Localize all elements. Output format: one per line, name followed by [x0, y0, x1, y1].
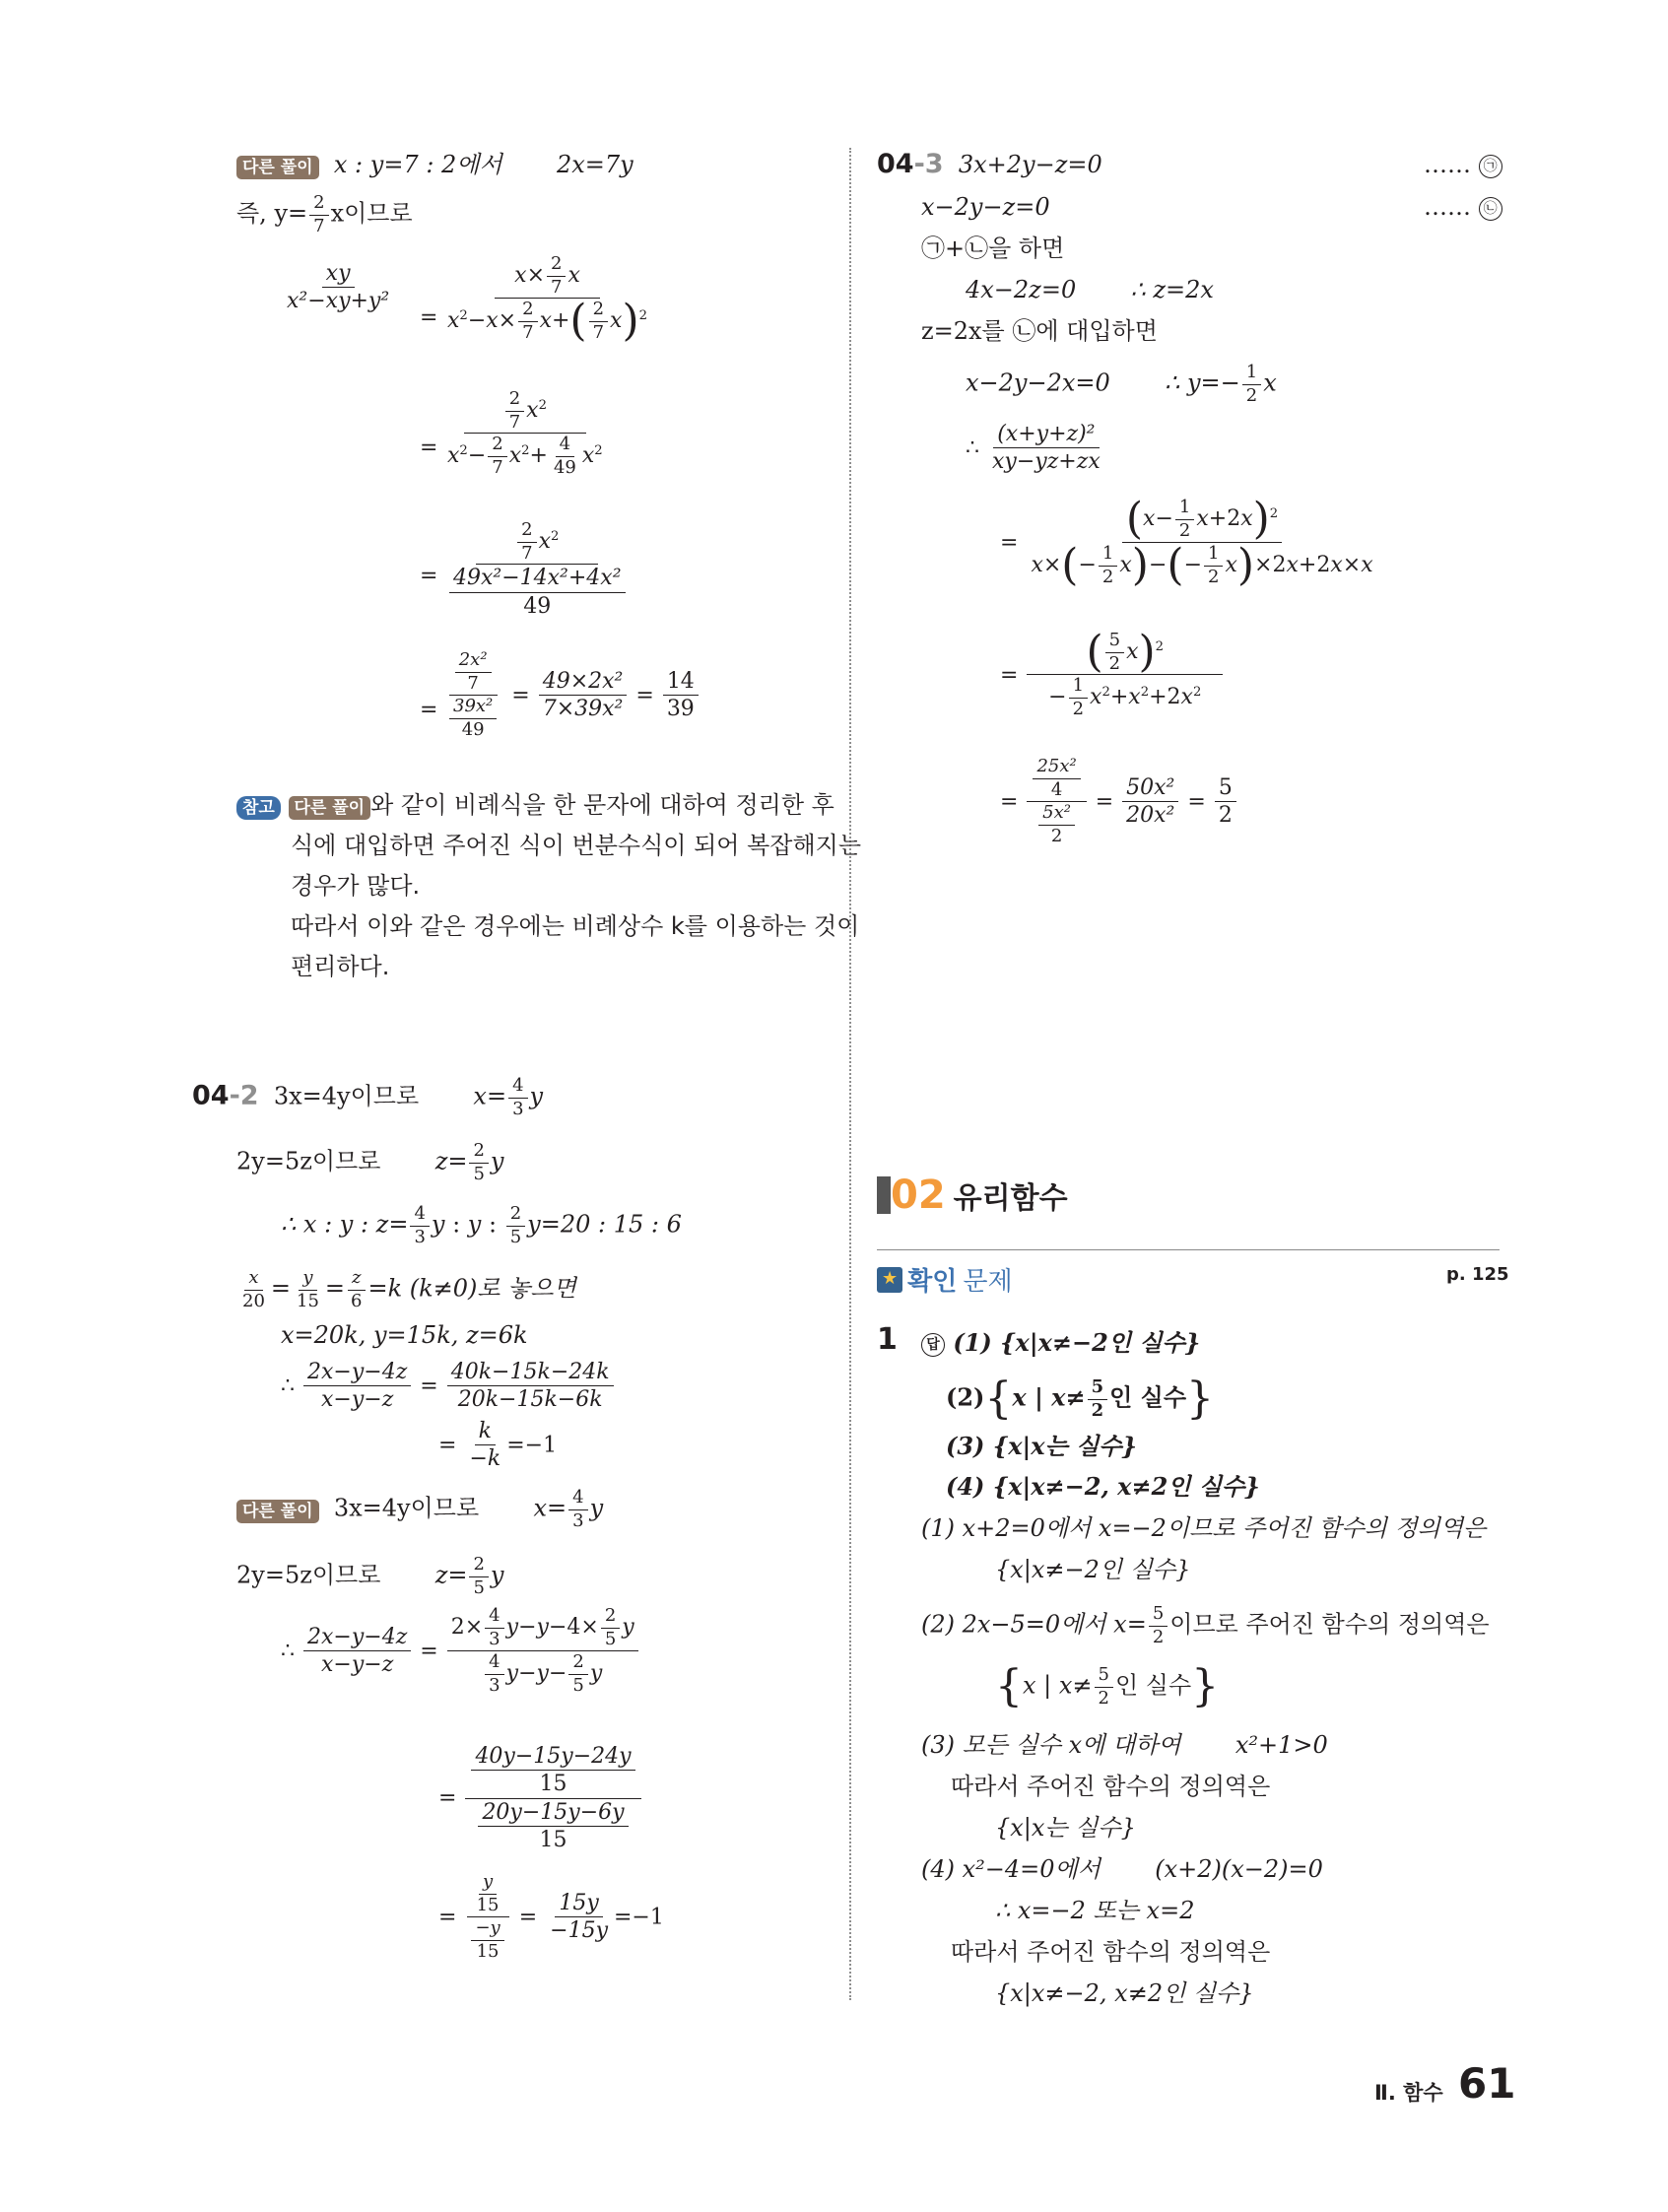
problem-number-1: 1 [877, 1322, 898, 1357]
answer-2: (2){x | x≠ $\frac{5}{2}$ 인 실수} [946, 1374, 1215, 1425]
solution-3-text: 따라서 주어진 함수의 정의역은 [951, 1773, 1271, 1800]
so-line: 즉, y= $\frac{2}{7}$ x이므로 [236, 192, 413, 236]
problem-04-2-result: = $\frac{k}{-k}$ =−1 [438, 1419, 558, 1472]
eq2-label: …… ㉡ [1424, 192, 1502, 222]
solution-3: (3) 모든 실수 x에 대하여 x²+1>0 [921, 1731, 1328, 1759]
alt1-rhs2: $\frac{2}{7}$ $x^2$ $x^2-$ $\frac{2}{7}$ $x^2+$ $\frac{4}{49}$ $x^2$ [447, 388, 603, 479]
alt1-rhs4: $\frac{\frac{\text{2x²}}{7}}{\frac{\text{39x²}}{49}}$ = $\frac{\text{49×2x²}}{\text{7×39x²}}$ = $\frac{14}{39}$ [441, 650, 701, 741]
problem-04-2-calc: ∴ $\frac{2x-y-4z}{x-y-z}$ = $\frac{40k-15k-24k}{20k-15k-6k}$ [281, 1360, 616, 1413]
column-divider [849, 148, 851, 2000]
problem-04-3-eq1: 04-3 3x+2y−z=0 [877, 149, 1102, 179]
alt2-calc1: ∴ $\frac{2x-y-4z}{x-y-z}$ = 2× $\frac{4}{3}$ y−y−4× $\frac{2}{5}$ y $\frac{4}{3}$ y−y− $\frac{2}{5}$ y [281, 1606, 640, 1697]
alt2-calc3: = $\frac{\frac{y}{15}}{\frac{-y}{15}}$ = $\frac{15y}{-15y}$ =−1 [438, 1871, 664, 1963]
answer-3: (3) {x|x는 실수} [946, 1432, 1137, 1460]
p043-rhs3: = $\frac{\frac{\text{25x²}}{4}}{\frac{\text{5x²}}{2}}$ = $\frac{\text{50x²}}{\text{20x²}}$ = $\frac{5}{2}$ [1000, 757, 1238, 847]
solution-4: (4) x²−4=0에서 (x+2)(x−2)=0 [921, 1855, 1323, 1883]
page-number: 61 [1458, 2059, 1516, 2108]
problem-04-3-eq2: x−2y−z=0 [921, 193, 1050, 221]
note-line2: 식에 대입하면 주어진 식이 번분수식이 되어 복잡해지는 [291, 832, 862, 859]
answer-1: 답 (1) {x|x≠−2인 실수} [921, 1328, 1200, 1358]
problem-04-2-line1: 04-2 3x=4y이므로 x= $\frac{4}{3}$ y [192, 1075, 544, 1119]
alt-solution-line: 다른 풀이 x : y=7 : 2에서 2x=7y [236, 150, 634, 179]
solution-4-set: {x|x≠−2, x≠2인 실수} [995, 1979, 1254, 2007]
note-line3: 경우가 많다. [291, 872, 421, 900]
note-line4: 따라서 이와 같은 경우에는 비례상수 k를 이용하는 것이 [291, 912, 860, 940]
page-reference: p. 125 [1446, 1264, 1509, 1285]
alt-badge: 다른 풀이 [236, 156, 319, 179]
solution-3-set: {x|x는 실수} [995, 1814, 1136, 1842]
section-bar-icon [877, 1176, 891, 1214]
alt1-rhs1: x× $\frac{2}{7}$ x $x^2-x\times$ $\frac{2}{7}$ x+( $\frac{2}{7}$ x)$^2$ [447, 253, 648, 347]
note-badge: 참고 [236, 796, 281, 820]
alt1-rhs3: $\frac{2}{7}$ $x^2$ $\frac{\text{49x²−14x²+4x²}}{49}$ [441, 520, 634, 619]
y-result-line: x−2y−2x=0 ∴ y=− $\frac{1}{2}$ x [966, 362, 1277, 406]
solution-4-text: 따라서 주어진 함수의 정의역은 [951, 1938, 1271, 1966]
alt2-line1: 다른 풀이 3x=4y이므로 x= $\frac{4}{3}$ y [236, 1488, 603, 1531]
chapter-label: Ⅱ. 함수 [1374, 2081, 1443, 2105]
section-rule [877, 1249, 1500, 1250]
eq1-label: …… ㉠ [1424, 150, 1502, 179]
section-header: 02 유리함수 [877, 1173, 1068, 1216]
alt1-eq-row1: $\frac{xy}{\text{x²−xy+y²}}$ [287, 261, 390, 314]
problem-number-04-2: 04-2 [192, 1080, 259, 1111]
answer-mark: 답 [921, 1333, 945, 1357]
p043-rhs1: = (x− $\frac{1}{2}$ x+2x)$^2$ x×(− $\frac{1}{2}$ x)−(− $\frac{1}{2}$ x)×2x+2x×x [1000, 494, 1373, 591]
problem-04-2-line2: 2y=5z이므로 z= $\frac{2}{5}$ y [236, 1140, 504, 1184]
solution-1-set: {x|x≠−2인 실수} [995, 1556, 1191, 1583]
note-line5: 편리하다. [291, 953, 390, 980]
substitute-line: z=2x를 ㉡에 대입하면 [921, 317, 1158, 345]
solution-1: (1) x+2=0에서 x=−2이므로 주어진 함수의 정의역은 [921, 1514, 1487, 1542]
section-title: 유리함수 [953, 1181, 1068, 1216]
problem-number-04-3: 04-3 [877, 149, 944, 179]
check-problems-header: ★ 확인 문제 [877, 1261, 1013, 1298]
solution-2: (2) 2x−5=0에서 x= $\frac{5}{2}$ 이므로 주어진 함수의 정의역은 [921, 1603, 1490, 1647]
problem-04-2-ratio: ∴ x : y : z= $\frac{4}{3}$ y : y : $\frac{2}{5}$ y=20 : 15 : 6 [281, 1203, 682, 1247]
answer-4: (4) {x|x≠−2, x≠2인 실수} [946, 1472, 1260, 1501]
alt2-line2: 2y=5z이므로 z= $\frac{2}{5}$ y [236, 1554, 504, 1598]
p043-rhs2: = ( $\frac{5}{2}$ x)$^2$ − $\frac{1}{2}$ $x^2+x^2+2x^2$ [1000, 631, 1225, 720]
add-equations-line: ㉠+㉡을 하면 [921, 235, 1065, 262]
star-icon: ★ [877, 1267, 902, 1293]
alt2-calc2: = $\frac{\frac{40y-15y-24y}{15}}{\frac{20y-15y-6y}{15}}$ [438, 1744, 643, 1852]
solution-2-set: {x | x≠ $\frac{5}{2}$ 인 실수} [995, 1661, 1220, 1712]
problem-04-2-values: x=20k, y=15k, z=6k [281, 1321, 528, 1349]
note-line1: 참고 다른 풀이 와 같이 비례식을 한 문자에 대하여 정리한 후 [236, 790, 834, 820]
z-result-line: 4x−2z=0 ∴ z=2x [966, 276, 1214, 303]
problem-04-2-set-k: $\frac{x}{20}$ = $\frac{y}{15}$ = $\frac{z}{6}$ =k (k≠0)로 놓으면 [242, 1267, 576, 1311]
solution-4-roots: ∴ x=−2 또는 x=2 [995, 1897, 1195, 1924]
p043-lhs: ∴ $\frac{\text{(x+y+z)²}}{xy-yz+zx}$ [966, 422, 1101, 475]
